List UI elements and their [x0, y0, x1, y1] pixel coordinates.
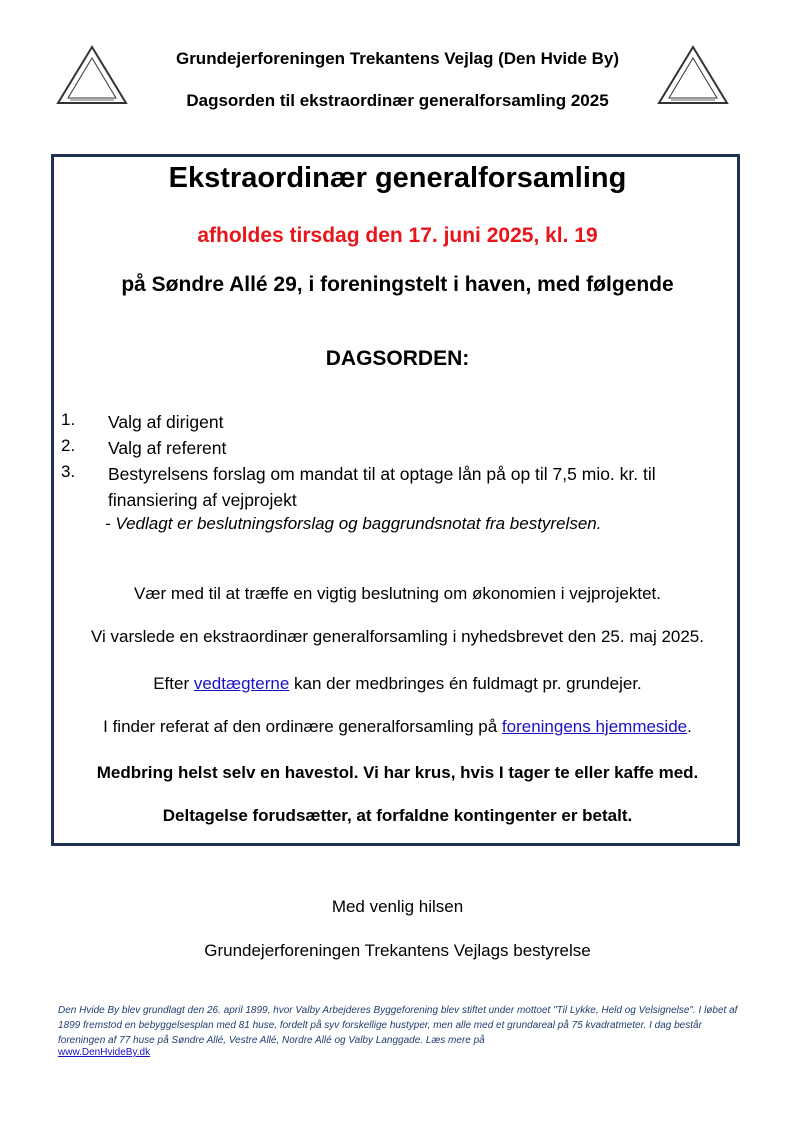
closing-signature: Grundejerforeningen Trekantens Vejlags bestyrelse	[204, 941, 591, 960]
agenda-item-number: 2.	[61, 436, 76, 455]
paragraph-minutes	[0, 717, 795, 737]
proxy-text-after: kan der medbringes én fuldmagt pr. grundejer.	[289, 674, 642, 693]
paragraph-chair: Medbring helst selv en havestol. Vi har krus, hvis I tager te eller kaffe med.	[96, 763, 699, 782]
meeting-date: afholdes tirsdag den 17. juni 2025, kl. 19	[197, 224, 598, 247]
paragraph-payment: Deltagelse forudsætter, at forfaldne kontingenter er betalt.	[162, 806, 633, 825]
homepage-link[interactable]: foreningens hjemmeside	[501, 717, 688, 736]
meeting-title: Ekstraordinær generalforsamling	[168, 162, 627, 194]
website-link[interactable]: www.DenHvideBy.dk	[58, 1047, 151, 1058]
agenda-item: Valg af referent	[108, 438, 227, 458]
bylaws-link[interactable]: vedtægterne	[193, 674, 290, 693]
agenda-item: Valg af dirigent	[108, 412, 224, 432]
footer-history: Den Hvide By blev grundlagt den 26. april 1899, hvor Valby Arbejderes Byggeforening blev stiftet under mottoet "Til Lykke, Held og Velsignelse". I løbet af 1899 fremstod en bebyggelsesplan med 81 huse, fordelt på syv forskellige hustyper, men alle med et grundareal på 75 kvadratmeter. I dag består foreningen af 77 huse på Søndre Allé, Vestre Allé, Nordre Allé og Valby Langgade. Læs mere på	[58, 1005, 738, 1046]
meeting-place: på Søndre Allé 29, i foreningstelt i haven, med følgende	[121, 273, 674, 296]
agenda-note: - Vedlagt er beslutningsforslag og baggrundsnotat fra bestyrelsen.	[105, 514, 602, 533]
minutes-text-before: I finder referat af den ordinære generalforsamling på	[103, 717, 502, 736]
paragraph-proxy	[0, 674, 795, 694]
proxy-text-before: Efter	[153, 674, 194, 693]
paragraph-notice: Vi varslede en ekstraordinær generalforsamling i nyhedsbrevet den 25. maj 2025.	[91, 627, 704, 646]
paragraph-decision: Vær med til at træffe en vigtig beslutning om økonomien i vejprojektet.	[134, 584, 661, 603]
header-title: Grundejerforeningen Trekantens Vejlag (Den Hvide By)	[175, 49, 620, 68]
agenda-item: Bestyrelsens forslag om mandat til at optage lån på op til 7,5 mio. kr. til	[108, 464, 656, 484]
closing-greeting: Med venlig hilsen	[331, 897, 464, 916]
header-subtitle: Dagsorden til ekstraordinær generalforsamling 2025	[186, 91, 609, 110]
agenda-heading: DAGSORDEN:	[325, 347, 470, 370]
agenda-item-number: 3.	[61, 462, 76, 481]
agenda-item-number: 1.	[61, 410, 76, 429]
minutes-text-after: .	[687, 717, 692, 736]
agenda-item-continued: finansiering af vejprojekt	[108, 490, 297, 510]
